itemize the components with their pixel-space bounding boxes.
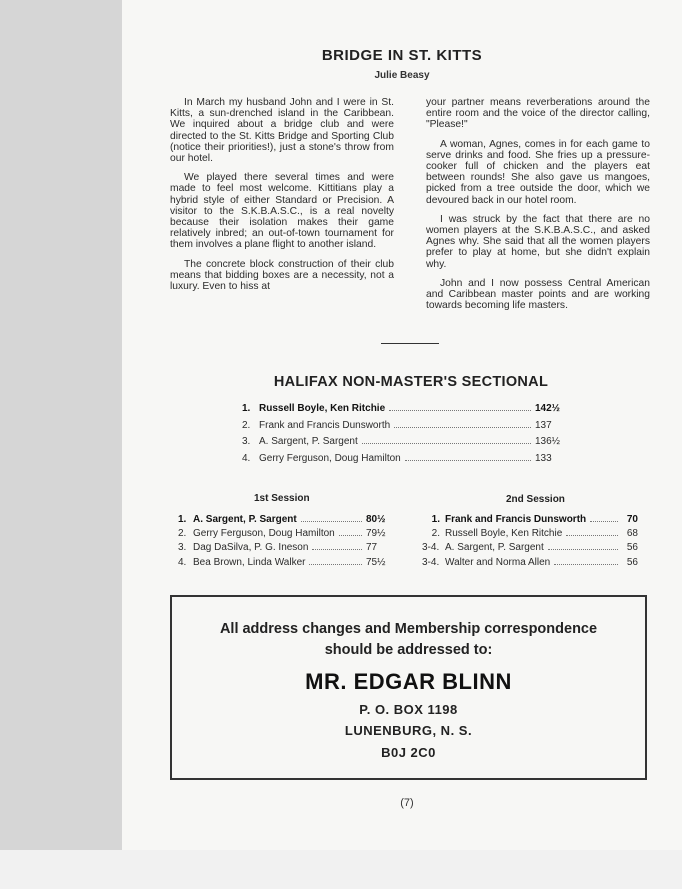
result-row — [178, 542, 392, 556]
result-row — [242, 453, 567, 470]
result-row — [422, 514, 638, 528]
result-rank: 3. — [178, 542, 187, 554]
result-score: 133 — [535, 452, 552, 464]
result-rank: 3-4. — [422, 542, 440, 554]
article-title: BRIDGE IN ST. KITTS — [321, 47, 483, 64]
article-author: Julie Beasy — [374, 70, 430, 81]
overall-results — [242, 403, 567, 469]
dot-leader — [394, 427, 531, 428]
result-score: 68 — [626, 528, 638, 540]
paragraph: I was struck by the fact that there are no women players at the S.K.B.A.S.C., and asked Agnes why. She said that all the women players prefer to play at home, but she didn't explain why. — [426, 213, 650, 270]
result-row — [178, 514, 392, 528]
result-names: Russell Boyle, Ken Ritchie — [259, 403, 386, 414]
session1-heading: 1st Session — [254, 493, 310, 504]
dot-leader — [590, 521, 618, 522]
dot-leader — [389, 410, 531, 411]
session2-heading: 2nd Session — [506, 494, 565, 505]
result-rank: 3-4. — [422, 556, 440, 568]
result-rank: 2. — [431, 528, 440, 540]
dot-leader — [566, 535, 618, 536]
result-row — [242, 403, 567, 420]
result-row — [178, 528, 392, 542]
session1-results — [178, 514, 392, 571]
dot-leader — [405, 460, 531, 461]
paragraph: John and I now possess Central American and Caribbean master points and are working towards becoming life masters. — [426, 277, 650, 312]
result-rank: 2. — [178, 528, 187, 540]
dot-leader — [312, 549, 362, 550]
result-names: Dag DaSilva, P. G. Ineson — [193, 542, 309, 554]
result-names: A. Sargent, P. Sargent — [445, 542, 544, 554]
dot-leader — [554, 564, 618, 565]
result-score: 80½ — [366, 514, 386, 525]
session2-results — [422, 514, 638, 571]
notice-postal-code: B0J 2C0 — [381, 745, 436, 760]
result-score: 79½ — [366, 528, 386, 540]
result-names: Bea Brown, Linda Walker — [193, 556, 306, 568]
result-row — [422, 542, 638, 556]
result-score: 70 — [626, 514, 638, 525]
result-rank: 1. — [178, 514, 187, 525]
result-rank: 4. — [242, 452, 251, 464]
result-score: 137 — [535, 419, 552, 431]
result-names: A. Sargent, P. Sargent — [259, 436, 358, 447]
result-names: Frank and Francis Dunsworth — [445, 514, 587, 525]
dot-leader — [548, 549, 618, 550]
notice-addressee: MR. EDGAR BLINN — [305, 669, 512, 694]
dot-leader — [362, 443, 531, 444]
scan-margin — [0, 850, 682, 889]
result-score: 75½ — [366, 556, 386, 568]
result-names: Frank and Francis Dunsworth — [259, 419, 391, 431]
result-rank: 4. — [178, 556, 187, 568]
result-score: 56 — [626, 556, 638, 568]
dot-leader — [301, 521, 362, 522]
page-number: (7) — [400, 797, 414, 809]
result-score: 142½ — [535, 403, 561, 414]
result-row — [422, 557, 638, 571]
result-row — [422, 528, 638, 542]
result-score: 77 — [366, 542, 378, 554]
sectional-title: HALIFAX NON-MASTER'S SECTIONAL — [273, 374, 549, 390]
result-names: Gerry Ferguson, Doug Hamilton — [193, 528, 335, 540]
paragraph: We played there several times and were made to feel most welcome. Kittitians play a hybrid style of either Standard or Precision. A visitor to the S.K.B.A.S.C., is a real novelty because their isolation makes their game relatively inbred; an out-of-town tournament for them involves a plane flight to another island. — [170, 172, 394, 251]
paragraph: In March my husband John and I were in St. Kitts, a sun-drenched island in the Caribbean. We inquired about a bridge club and were directed to the St. Kitts Bridge and Sporting Club (notice their priorities!), just a stone's throw from our hotel. — [170, 97, 394, 165]
section-divider — [381, 343, 439, 344]
notice-city: LUNENBURG, N. S. — [344, 723, 473, 738]
dot-leader — [339, 535, 362, 536]
dot-leader — [309, 564, 362, 565]
notice-po-box: P. O. BOX 1198 — [359, 702, 458, 717]
result-rank: 1. — [242, 403, 251, 414]
result-names: A. Sargent, P. Sargent — [193, 514, 297, 525]
result-names: Walter and Norma Allen — [445, 556, 551, 568]
result-names: Gerry Ferguson, Doug Hamilton — [259, 452, 401, 464]
result-row — [242, 436, 567, 453]
notice-line2: should be addressed to: — [324, 642, 493, 658]
paragraph: your partner means reverberations around the entire room and the voice of the director calling, "Please!" — [426, 97, 650, 131]
result-names: Russell Boyle, Ken Ritchie — [445, 528, 563, 540]
paragraph: The concrete block construction of their club means that bidding boxes are a necessity, not a luxury. Even to hiss at — [170, 258, 394, 293]
article-column-right — [426, 97, 650, 319]
article-column-left — [170, 97, 394, 300]
notice-line1: All address changes and Membership correspondence — [219, 621, 598, 637]
paragraph: A woman, Agnes, comes in for each game to serve drinks and food. She fries up a pressure-cooker full of chicken and the players eat between rounds! She also gave us mangoes, picked from a tree outside the door, which we devoured back in our hotel room. — [426, 138, 650, 206]
result-rank: 2. — [242, 419, 251, 431]
address-notice-box — [170, 595, 647, 780]
result-row — [178, 557, 392, 571]
result-score: 136½ — [535, 436, 561, 447]
result-rank: 1. — [431, 514, 440, 525]
result-row — [242, 420, 567, 437]
result-score: 56 — [626, 542, 638, 554]
result-rank: 3. — [242, 436, 251, 447]
